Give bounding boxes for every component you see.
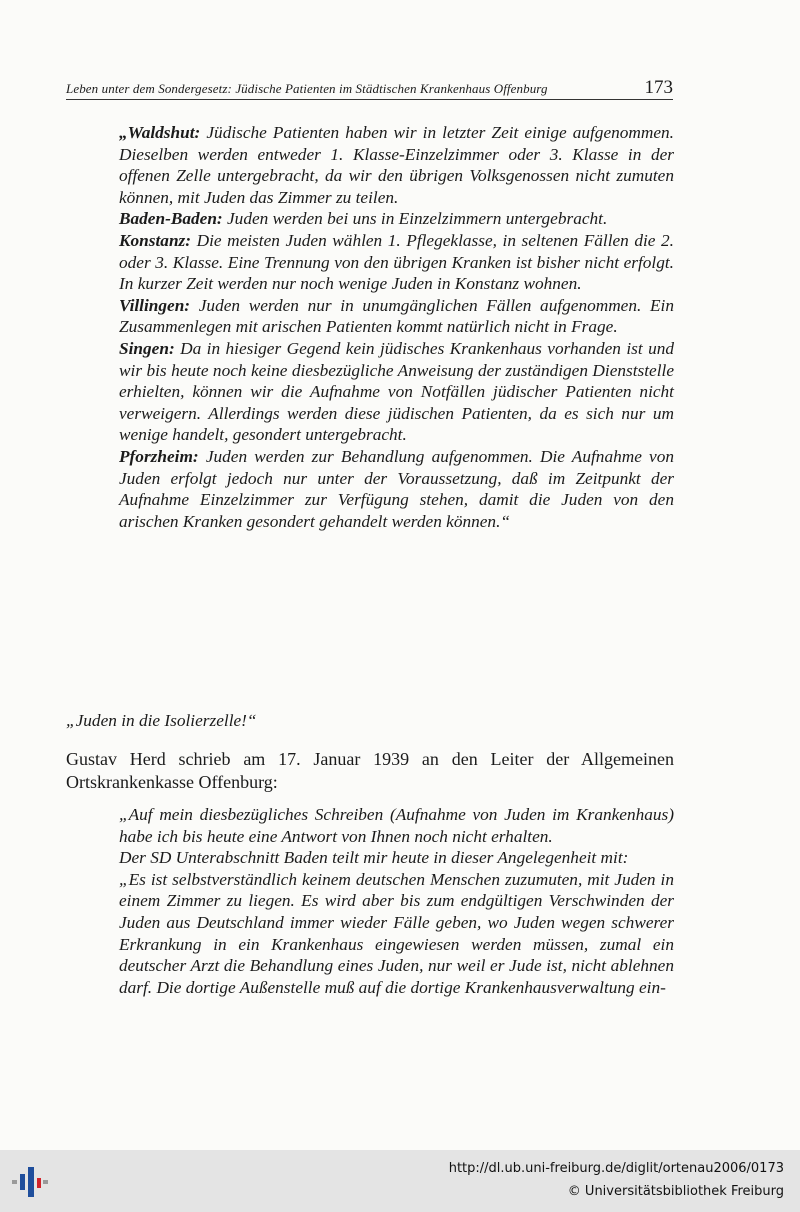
entry-text: Juden werden bei uns in Einzelzimmern untergebracht.	[222, 209, 608, 229]
hospital-quote-block	[119, 122, 674, 532]
quote-entry-villingen	[119, 295, 674, 338]
entry-text: Die meisten Juden wählen 1. Pflegeklasse, in seltenen Fällen die 2. oder 3. Klasse. Eine Trennung von den übrigen Kranken ist bisher nicht erfolgt. In kurzer Zeit werden nur noch wenige Juden in Konstanz wohnen.	[119, 230, 674, 294]
quote-entry-singen	[119, 338, 674, 446]
quote-paragraph: „Es ist selbstverständlich keinem deutschen Menschen zuzumuten, mit Juden in einem Zimmer zu liegen. Es wird aber bis zum endgültigen Verschwinden der Juden aus Deutschland immer wieder Fälle geben, wo Juden wegen schwerer Erkrankung in ein Krankenhaus eingewiesen werden müssen, zumal ein deutscher Arzt die Behandlung eines Juden, nur weil er Jude ist, nicht ablehnen darf. Die dortige Außenstelle muß auf die dortige Krankenhausverwaltung ein-	[119, 869, 674, 997]
entry-text: Da in hiesiger Gegend kein jüdisches Krankenhaus vorhanden ist und wir bis heute noch keine diesbezügliche Anweisung der zuständigen Dienststelle erhielten, können wir die Aufnahme von Notfällen jüdischer Patienten nicht verweigern. Allerdings werden diese jüdischen Patienten, da es sich nur um wenige handelt, gesondert untergebracht.	[119, 338, 674, 445]
entry-lead: „Waldshut:	[119, 123, 201, 142]
copyright-notice: © Universitätsbibliothek Freiburg	[567, 1184, 784, 1199]
entry-text: Juden werden zur Behandlung aufgenommen. Die Aufnahme von Juden erfolgt jedoch nur unter der Voraussetzung, daß im Zeitpunkt der Aufnahme Einzelzimmer zur Verfügung stehen, damit die Juden von den arischen Kranken gesondert gehandelt werden können.“	[119, 446, 674, 531]
entry-lead: Baden-Baden:	[119, 209, 223, 229]
quote-paragraph: Der SD Unterabschnitt Baden teilt mir heute in dieser Angelegenheit mit:	[119, 848, 629, 868]
quote-entry-pforzheim	[119, 446, 674, 532]
entry-lead: Pforzheim:	[119, 446, 199, 466]
document-url-link[interactable]: http://dl.ub.uni-freiburg.de/diglit/ortenau2006/0173	[448, 1161, 784, 1176]
letter-quote-block	[119, 804, 674, 998]
ub-freiburg-logo-icon	[12, 1164, 52, 1200]
viewer-footer	[0, 1150, 800, 1212]
body-paragraph: Gustav Herd schrieb am 17. Januar 1939 an den Leiter der Allgemeinen Ortskrankenkasse Offenburg:	[66, 749, 674, 792]
entry-text: Jüdische Patienten haben wir in letzter Zeit einige aufgenommen. Dieselben werden entweder 1. Klasse-Einzelzimmer oder 3. Klasse in der offenen Zelle untergebracht, da wir den übrigen Volksgenossen nicht zumuten können, mit Juden das Zimmer zu teilen.	[119, 123, 674, 207]
quote-entry-baden-baden	[119, 208, 674, 230]
entry-lead: Singen:	[119, 338, 175, 358]
running-title: Leben unter dem Sondergesetz: Jüdische Patienten im Städtischen Krankenhaus Offenburg	[66, 81, 548, 96]
quote-entry-waldshut	[119, 122, 674, 208]
section-heading: „Juden in die Isolierzelle!“	[66, 711, 257, 730]
entry-lead: Konstanz:	[119, 230, 192, 250]
page-number: 173	[644, 77, 673, 98]
entry-lead: Villingen:	[119, 295, 191, 315]
entry-text: Juden werden nur in unumgänglichen Fällen aufgenommen. Ein Zusammenlegen mit arischen Patienten kommt natürlich nicht in Frage.	[119, 295, 674, 337]
quote-paragraph: „Auf mein diesbezügliches Schreiben (Aufnahme von Juden im Krankenhaus) habe ich bis heute eine Antwort von Ihnen noch nicht erhalten.	[119, 805, 674, 846]
quote-entry-konstanz	[119, 230, 674, 295]
running-header	[66, 78, 673, 100]
